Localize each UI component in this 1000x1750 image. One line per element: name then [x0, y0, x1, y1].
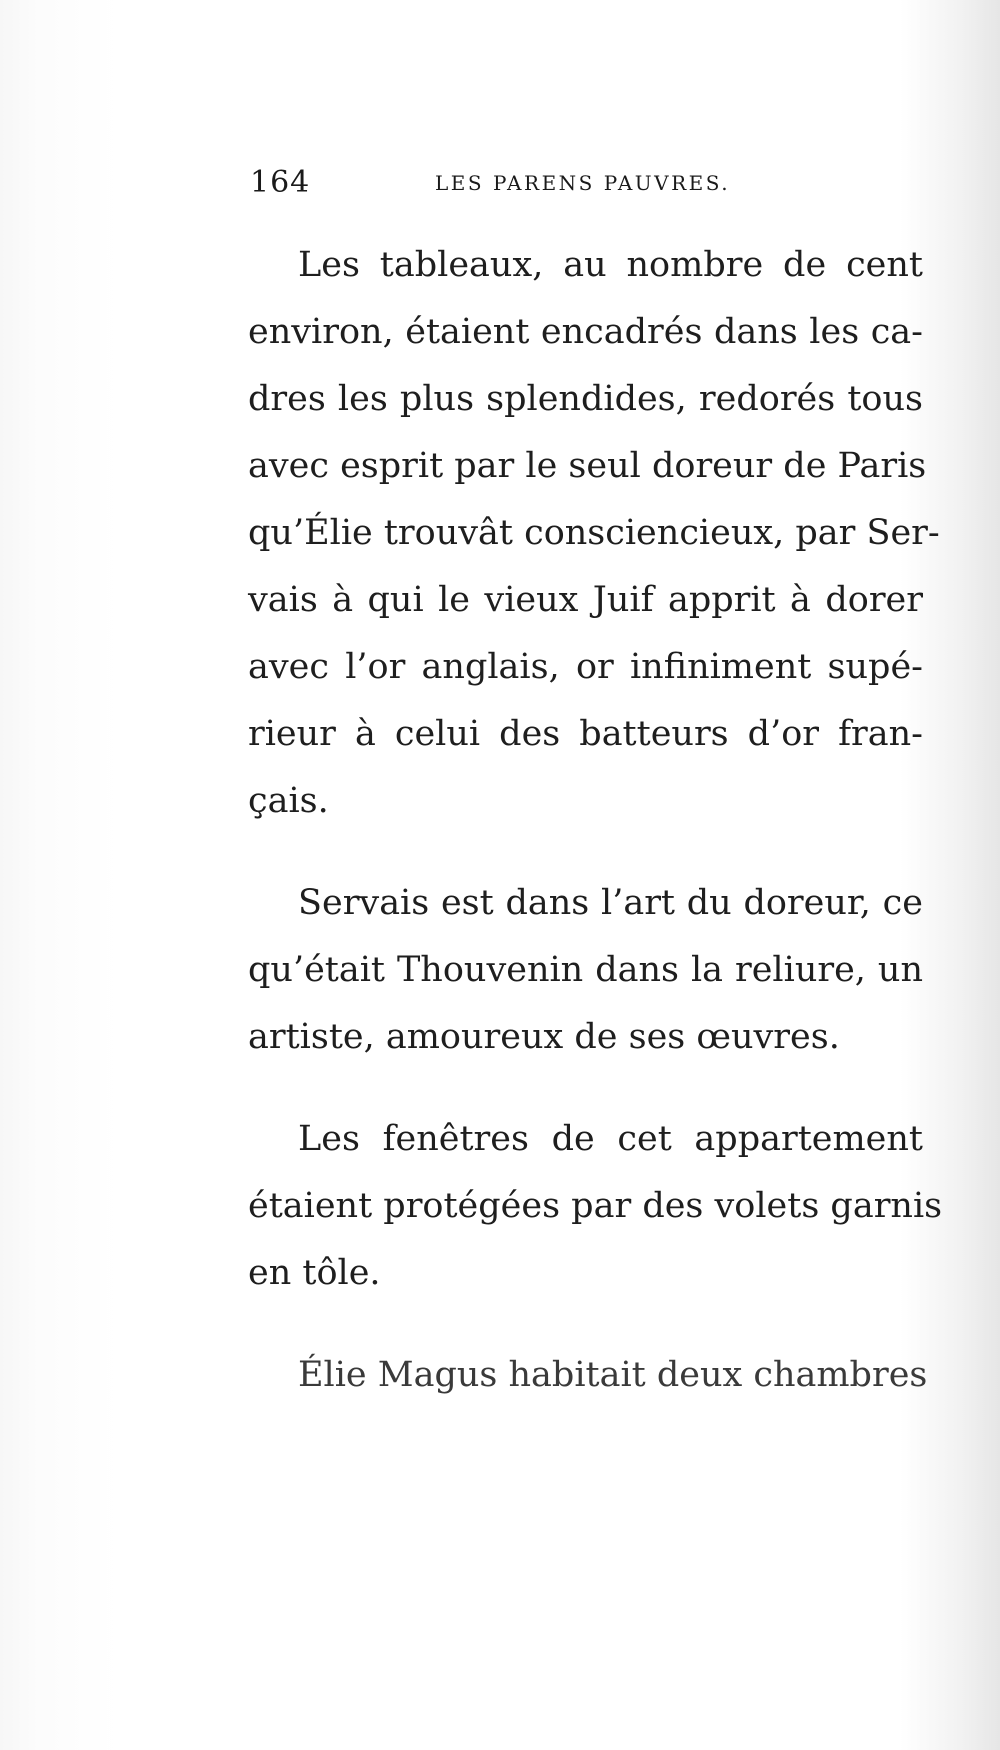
text-line: rieur à celui des batteurs d’or fran-: [248, 714, 923, 754]
body-text: [248, 232, 943, 1409]
paragraph: [248, 870, 923, 1071]
page-header: [250, 165, 770, 205]
text-line: artiste, amoureux de ses œuvres.: [248, 1017, 840, 1057]
text-line: Servais est dans l’art du doreur, ce: [298, 883, 923, 923]
paragraph-spacer: [248, 1071, 923, 1106]
text-line: avec l’or anglais, or infiniment supé-: [248, 647, 923, 687]
text-line: étaient protégées par des volets garnis: [248, 1186, 943, 1226]
paragraph: [248, 232, 940, 835]
text-line: qu’était Thouvenin dans la reliure, un: [248, 950, 923, 990]
text-line: environ, étaient encadrés dans les ca-: [248, 312, 923, 352]
text-line: Les tableaux, au nombre de cent: [298, 245, 923, 285]
text-line: avec esprit par le seul doreur de Paris: [248, 446, 927, 486]
text-line: Élie Magus habitait deux chambres: [298, 1355, 928, 1395]
page-number: 164: [250, 165, 311, 200]
text-line: çais.: [248, 781, 329, 821]
text-line: vais à qui le vieux Juif apprit à dorer: [248, 580, 923, 620]
paragraph-spacer: [248, 835, 923, 870]
running-title: LES PARENS PAUVRES.: [435, 171, 731, 195]
text-line: en tôle.: [248, 1253, 381, 1293]
paragraph-spacer: [248, 1307, 923, 1342]
paragraph: [248, 1342, 928, 1409]
paragraph: [248, 1106, 943, 1307]
text-line: qu’Élie trouvât consciencieux, par Ser-: [248, 513, 940, 553]
text-line: Les fenêtres de cet appartement: [298, 1119, 923, 1159]
text-line: dres les plus splendides, redorés tous: [248, 379, 923, 419]
